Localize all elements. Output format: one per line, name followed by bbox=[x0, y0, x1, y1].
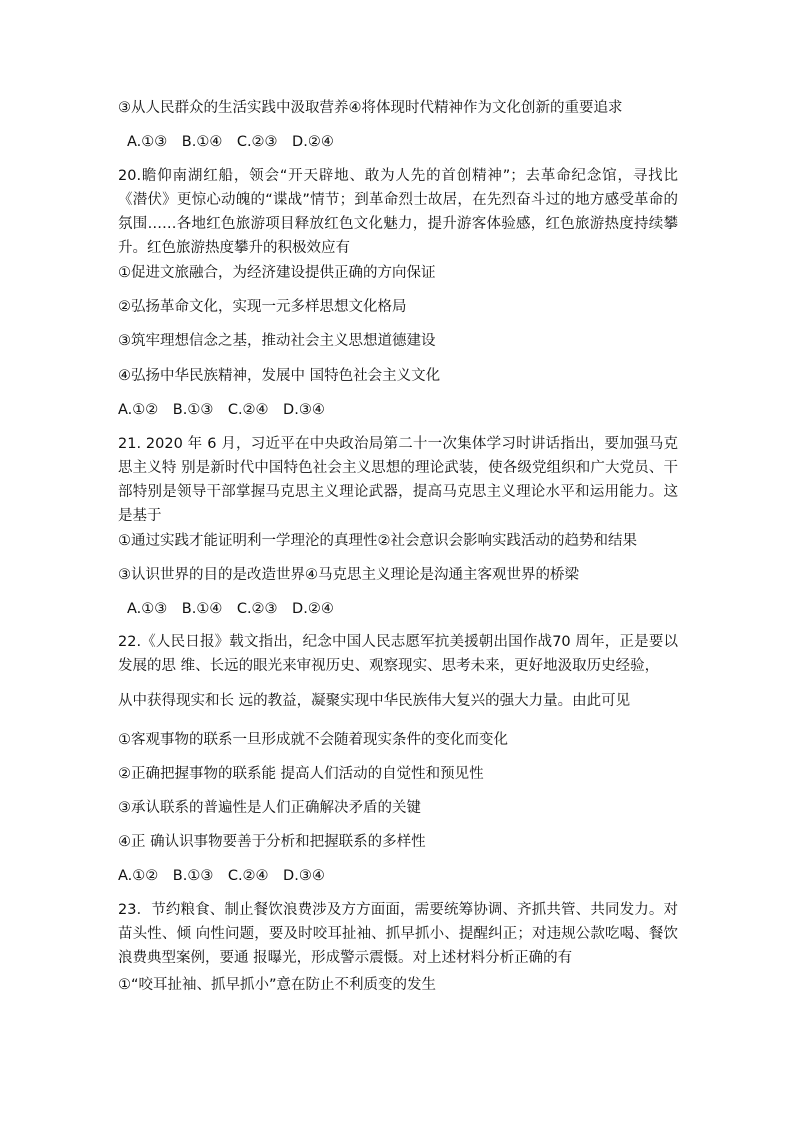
q21-options: A.①③ B.①④ C.②③ D.②④ bbox=[127, 601, 334, 617]
q20-item-3: ③筑牢理想信念之基，推动社会主义思想道德建设 bbox=[118, 333, 436, 349]
q21-items-1-2: ①通过实践才能证明利一学理沦的真理性②社会意识会影响实践活动的趋势和结果 bbox=[118, 533, 637, 549]
q20-options: A.①② B.①③ C.②④ D.③④ bbox=[118, 402, 325, 418]
q22-item-3: ③承认联系的普遍性是人们正确解决矛盾的关键 bbox=[118, 800, 421, 816]
q20-item-2: ②弘扬革命文化，实现一元多样思想文化格局 bbox=[118, 299, 407, 315]
q23-item-1: ①“咬耳扯袖、抓早抓小”意在防止不利质变的发生 bbox=[118, 977, 437, 993]
q22-options: A.①② B.①③ C.②④ D.③④ bbox=[118, 868, 325, 884]
q20-item-1: ①促进文旅融合，为经济建设提供正确的方向保证 bbox=[118, 265, 436, 281]
q21-stem: 21. 2020 年 6 月，习近平在中央政治局第二十一次集体学习时讲话指出，要加强马克思主义特 别是新时代中国特色社会主义思想的理论武装，使各级党组织和广大党员、干部特别是领导干部掌握马克思主义理论武器，提高马克思主义理论水平和运用能力。这是基于 bbox=[118, 436, 678, 524]
q20-item-4: ④弘扬中华民族精神，发展中 国特色社会主义文化 bbox=[118, 368, 441, 384]
q22-item-1: ①客观事物的联系一旦形成就不会随着现实条件的变化而变化 bbox=[118, 732, 508, 748]
q22-stem-part-2: 从中获得现实和长 远的教益，凝聚实现中华民族伟大复兴的强大力量。由此可见 bbox=[118, 693, 631, 709]
q22-item-4: ④正 确认识事物要善于分析和把握联系的多样性 bbox=[118, 834, 426, 850]
q19-item-3-4: ③从人民群众的生活实践中汲取营养④将体现时代精神作为文化创新的重要追求 bbox=[118, 100, 623, 116]
q23-stem: 23．节约粮食、制止餐饮浪费涉及方方面面，需要统筹协调、齐抓共管、共同发力。对苗头性、倾 向性问题，要及时咬耳扯袖、抓早抓小、提醒纠正；对违规公款吃喝、餐饮浪费典型案例，要通 报曝光，形成警示震慑。对上述材料分析正确的有 bbox=[118, 902, 678, 966]
q19-options: A.①③ B.①④ C.②③ D.②④ bbox=[127, 134, 334, 150]
q22-item-2: ②正确把握事物的联系能 提高人们活动的自觉性和预见性 bbox=[118, 766, 484, 782]
q20-stem: 20.瞻仰南湖红船，领会“开天辟地、敢为人先的首创精神”；去革命纪念馆，寻找比《潜伏》更惊心动魄的“谍战”情节；到革命烈士故居，在先烈奋斗过的地方感受革命的氛围……各地红色旅游项目释放红色文化魅力，提升游客体验感，红色旅游热度持续攀升。红色旅游热度攀升的积极效应有 bbox=[118, 168, 678, 256]
q21-items-3-4: ③认识世界的目的是改造世界④马克思主义理论是沟通主客观世界的桥梁 bbox=[118, 567, 579, 583]
q22-stem-part-1: 22.《人民日报》载文指出，纪念中国人民志愿军抗美援朝出国作战70 周年，正是要以发展的思 维、长远的眼光来审视历史、观察现实、思考未来，更好地汲取历史经验， bbox=[118, 634, 678, 674]
